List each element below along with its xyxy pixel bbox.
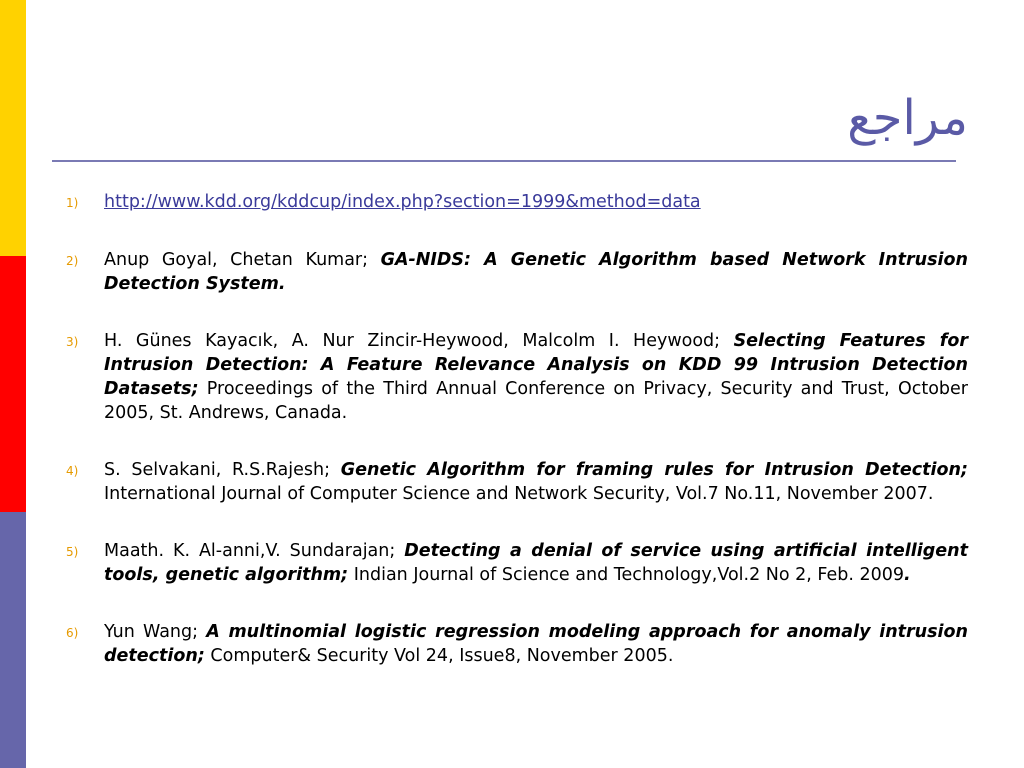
reference-trailing-period: .: [904, 565, 911, 585]
reference-text: [104, 190, 968, 214]
reference-number: 5): [66, 545, 79, 559]
reference-number: 4): [66, 464, 79, 478]
reference-number: 6): [66, 626, 79, 640]
reference-authors: Yun Wang;: [104, 622, 207, 642]
reference-source: International Journal of Computer Science and Network Security, Vol.7 No.11, November 2007.: [104, 484, 934, 504]
reference-title: Selecting Features for Intrusion Detection: A Feature Relevance Analysis on KDD 99 Intrusion Detection Datasets;: [104, 331, 968, 399]
reference-item: [66, 329, 968, 425]
reference-source: Indian Journal of Science and Technology,Vol.2 No 2, Feb. 2009: [348, 565, 905, 585]
reference-text: [104, 458, 968, 506]
reference-number: 1): [66, 196, 79, 210]
reference-item: [66, 248, 968, 296]
reference-item: [66, 190, 968, 215]
reference-title: Genetic Algorithm for framing rules for Intrusion Detection;: [340, 460, 968, 480]
reference-authors: H. Günes Kayacık, A. Nur Zincir-Heywood, Malcolm I. Heywood;: [104, 331, 734, 351]
accent-stripe-red: [0, 256, 26, 512]
reference-item: [66, 620, 968, 668]
reference-title: A multinomial logistic regression modeling approach for anomaly intrusion detection;: [104, 622, 968, 666]
reference-text: [104, 620, 968, 668]
accent-stripe-blue: [0, 512, 26, 768]
reference-number: 3): [66, 335, 79, 349]
reference-authors: Maath. K. Al-anni,V. Sundarajan;: [104, 541, 405, 561]
reference-text: [104, 248, 968, 296]
reference-text: [104, 329, 968, 425]
reference-source: Computer& Security Vol 24, Issue8, November 2005.: [204, 646, 674, 666]
reference-link[interactable]: http://www.kdd.org/kddcup/index.php?section=1999&method=data: [104, 192, 701, 212]
reference-title: GA-NIDS: A Genetic Algorithm based Network Intrusion Detection System.: [104, 250, 968, 294]
reference-authors: Anup Goyal, Chetan Kumar;: [104, 250, 381, 270]
slide-title: مراجع: [847, 90, 968, 146]
accent-stripe-yellow: [0, 0, 26, 256]
reference-text: [104, 539, 968, 587]
reference-authors: S. Selvakani, R.S.Rajesh;: [104, 460, 341, 480]
title-divider: [52, 160, 956, 162]
reference-number: 2): [66, 254, 79, 268]
reference-source: Proceedings of the Third Annual Conference on Privacy, Security and Trust, October 2005, St. Andrews, Canada.: [104, 379, 968, 423]
reference-title: Detecting a denial of service using artificial intelligent tools, genetic algorithm;: [104, 541, 968, 585]
reference-list: [66, 190, 968, 701]
reference-item: [66, 458, 968, 506]
reference-item: [66, 539, 968, 587]
